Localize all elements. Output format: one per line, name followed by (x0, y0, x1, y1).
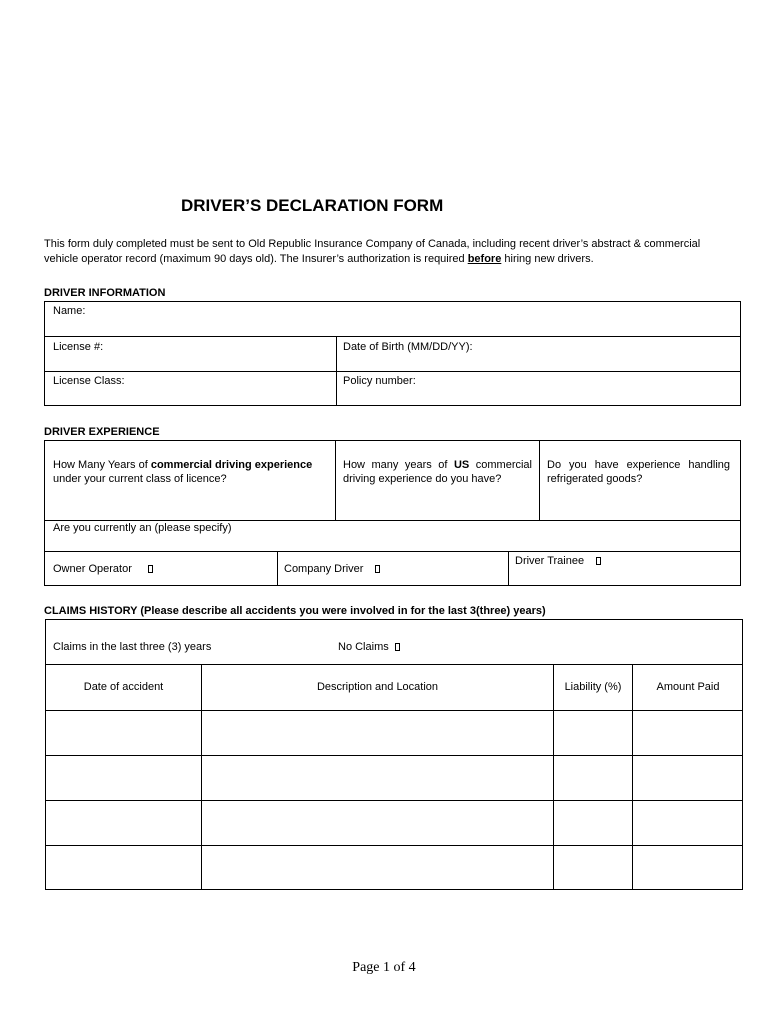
option-label: No Claims (338, 641, 389, 653)
row-divider (44, 336, 741, 337)
claim-row-4-date[interactable] (46, 846, 201, 889)
name-field[interactable]: Name: (53, 305, 86, 317)
claim-row-1-amount[interactable] (633, 711, 742, 755)
commercial-experience-question[interactable] (53, 458, 329, 486)
claim-row-2-amount[interactable] (633, 756, 742, 800)
question-text: commercial driving experience do you have? (343, 459, 532, 485)
intro-paragraph (44, 237, 734, 267)
license-class-field[interactable]: License Class: (53, 375, 125, 387)
option-label: Driver Trainee (515, 555, 585, 567)
question-text: How Many Years of (53, 459, 151, 471)
column-header-liability: Liability (%) (564, 681, 622, 693)
driver-experience-heading: DRIVER EXPERIENCE (44, 426, 160, 438)
question-emphasis: commercial driving experience (150, 459, 313, 471)
column-header-amount: Amount Paid (656, 681, 720, 693)
column-header-date: Date of accident (83, 681, 164, 693)
row-divider (44, 551, 741, 552)
intro-emphasis: before (467, 253, 502, 265)
claim-row-3-amount[interactable] (633, 801, 742, 845)
claim-row-4-description[interactable] (202, 846, 553, 889)
form-title: DRIVER’S DECLARATION FORM (181, 196, 444, 215)
claim-row-3-liability[interactable] (554, 801, 632, 845)
claims-history-heading: CLAIMS HISTORY (Please describe all accidents you were involved in for the last 3(three) years) (44, 605, 546, 617)
claim-row-4-liability[interactable] (554, 846, 632, 889)
no-claims-option[interactable] (338, 640, 400, 654)
us-experience-question[interactable] (343, 458, 532, 486)
claims-count-field[interactable]: Claims in the last three (3) years (53, 641, 212, 653)
claim-row-1-description[interactable] (202, 711, 553, 755)
question-text: How many years of (343, 459, 454, 471)
column-divider (335, 440, 336, 520)
intro-text: This form duly completed must be sent to Old Republic Insurance Company of Canada, including recent driver’s abstract & commercial vehicle operator record (maximum 90 days old). The Insurer’s authorization is required (44, 238, 701, 265)
claim-row-2-description[interactable] (202, 756, 553, 800)
owner-operator-option[interactable] (53, 562, 153, 576)
column-divider (508, 551, 509, 586)
question-text: under your current class of licence? (53, 473, 227, 485)
row-divider (44, 371, 741, 372)
refrigerated-goods-question[interactable]: Do you have experience handling refrigerated goods? (547, 459, 730, 485)
question-emphasis: US (453, 459, 470, 471)
company-driver-option[interactable] (284, 562, 380, 576)
claim-row-4-amount[interactable] (633, 846, 742, 889)
specify-label: Are you currently an (please specify) (53, 522, 232, 534)
date-of-birth-field[interactable]: Date of Birth (MM/DD/YY): (343, 341, 473, 353)
claim-row-2-liability[interactable] (554, 756, 632, 800)
claim-row-1-liability[interactable] (554, 711, 632, 755)
driver-trainee-option[interactable] (515, 554, 601, 568)
license-number-field[interactable]: License #: (53, 341, 104, 353)
policy-number-field[interactable]: Policy number: (343, 375, 416, 387)
column-divider (539, 440, 540, 520)
no-claims-checkbox[interactable] (395, 643, 400, 651)
column-header-description: Description and Location (316, 681, 439, 693)
option-label: Company Driver (284, 563, 364, 575)
driver-trainee-checkbox[interactable] (596, 557, 601, 565)
intro-text-end: hiring new drivers. (501, 253, 594, 265)
option-label: Owner Operator (53, 563, 132, 575)
column-divider (277, 551, 278, 586)
claim-row-3-date[interactable] (46, 801, 201, 845)
owner-operator-checkbox[interactable] (148, 565, 153, 573)
driver-information-heading: DRIVER INFORMATION (44, 287, 166, 299)
page-number: Page 1 of 4 (352, 960, 416, 975)
company-driver-checkbox[interactable] (375, 565, 380, 573)
row-divider (45, 664, 743, 665)
claim-row-3-description[interactable] (202, 801, 553, 845)
claim-row-2-date[interactable] (46, 756, 201, 800)
column-divider (336, 336, 337, 406)
claim-row-1-date[interactable] (46, 711, 201, 755)
